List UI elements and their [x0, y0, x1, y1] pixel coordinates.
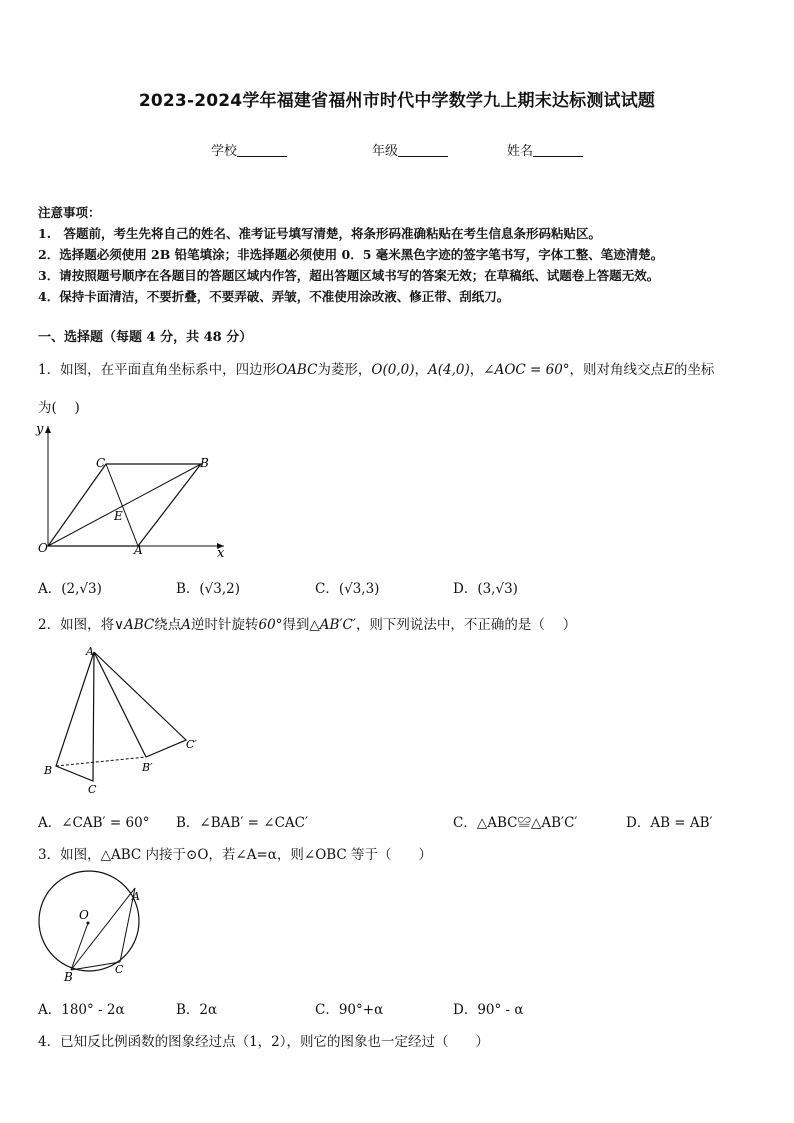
section-heading: 一、选择题（每题 4 分，共 48 分） [38, 330, 253, 345]
q3-option-a[interactable]: A．180° - 2α [38, 1002, 125, 1018]
name-field[interactable] [507, 140, 583, 159]
q1-fig-e: E [114, 509, 123, 523]
q1-fig-y: y [36, 422, 44, 437]
q2-fig-b-prime: B′ [142, 761, 153, 774]
q2-fig-c-prime: C′ [186, 738, 197, 751]
notes-block [38, 202, 663, 307]
q2-option-d[interactable]: D．AB = AB′ [626, 815, 713, 831]
q2-fig-a: A [86, 645, 94, 658]
notes-item-2: 2．选择题必须使用 2B 铅笔填涂；非选择题必须使用 0．5 毫米黑色字迹的签字笔书写，字体工整、笔迹清楚。 [38, 247, 664, 262]
notes-title: 注意事项： [38, 205, 101, 220]
page-title: 2023-2024学年福建省福州市时代中学数学九上期末达标测试试题 [138, 91, 656, 111]
q1-point-a: A(4,0) [428, 362, 470, 378]
q2-option-b[interactable]: B．∠BAB′ = ∠CAC′ [176, 815, 309, 831]
name-label: 姓名 [507, 144, 534, 159]
q3-fig-b: B [64, 970, 73, 984]
question-3: 3．如图，△ABC 内接于⊙O，若∠A=α，则∠OBC 等于（ ） [38, 847, 433, 863]
question-2: 2．如图，将∨ABC绕点A逆时针旋转60°得到△AB′C′，则下列说法中，不正确的是（ ） [38, 617, 577, 633]
q1-figure [34, 420, 234, 560]
notes-item-4: 4．保持卡面清洁，不要折叠，不要弄破、弄皱，不准使用涂改液、修正带、刮纸刀。 [38, 289, 510, 304]
q3-fig-a: A [132, 890, 140, 903]
question-4: 4．已知反比例函数的图象经过点（1，2），则它的图象也一定经过（ ） [38, 1034, 490, 1050]
q1-option-b[interactable]: B．(√3,2) [176, 581, 241, 597]
q3-option-b[interactable]: B．2α [176, 1002, 218, 1018]
q1-fig-x: x [217, 546, 225, 560]
grade-label: 年级 [372, 144, 399, 159]
q3-fig-c: C [115, 963, 124, 976]
q3-figure [36, 870, 148, 985]
grade-field[interactable] [372, 140, 448, 159]
question-1-line1: 1．如图，在平面直角坐标系中，四边形OABC为菱形，O(0,0)，A(4,0)，∠AOC = 60°，则对角线交点E的坐标 [38, 362, 715, 378]
q1-fig-a: A [134, 543, 143, 557]
school-field[interactable] [211, 140, 287, 159]
q2-fig-b: B [44, 764, 53, 777]
notes-item-1: 1. 答题前，考生先将自己的姓名、准考证号填写清楚，将条形码准确粘贴在考生信息条形码粘贴区。 [38, 226, 602, 241]
school-blank[interactable] [237, 144, 287, 157]
q2-option-a[interactable]: A．∠CAB′ = 60° [38, 815, 150, 831]
notes-item-3: 3．请按照题号顺序在各题目的答题区域内作答，超出答题区域书写的答案无效；在草稿纸、试题卷上答题无效。 [38, 268, 660, 283]
q1-fig-b: B [200, 456, 209, 470]
q2-fig-c: C [88, 783, 97, 796]
q3-option-c[interactable]: C．90°+α [315, 1002, 384, 1018]
q1-point-o: O(0,0) [371, 362, 415, 378]
question-1-line2: 为( ) [38, 400, 80, 416]
q2-figure [36, 642, 216, 797]
grade-blank[interactable] [398, 144, 448, 157]
q1-fig-o: O [38, 541, 48, 555]
q3-fig-o: O [79, 908, 89, 922]
q1-angle: ∠AOC = 60° [483, 362, 570, 378]
q1-option-d[interactable]: D．(3,√3) [453, 581, 518, 597]
q2-option-c[interactable]: C．△ABC≌△AB′C′ [453, 815, 578, 831]
q1-option-c[interactable]: C．(√3,3) [315, 581, 380, 597]
q1-option-a[interactable]: A．(2,√3) [38, 581, 102, 597]
name-blank[interactable] [533, 144, 583, 157]
q1-quad: OABC [276, 362, 318, 378]
school-label: 学校 [211, 144, 238, 159]
q1-fig-c: C [96, 456, 106, 470]
q3-option-d[interactable]: D．90° - α [453, 1002, 524, 1018]
